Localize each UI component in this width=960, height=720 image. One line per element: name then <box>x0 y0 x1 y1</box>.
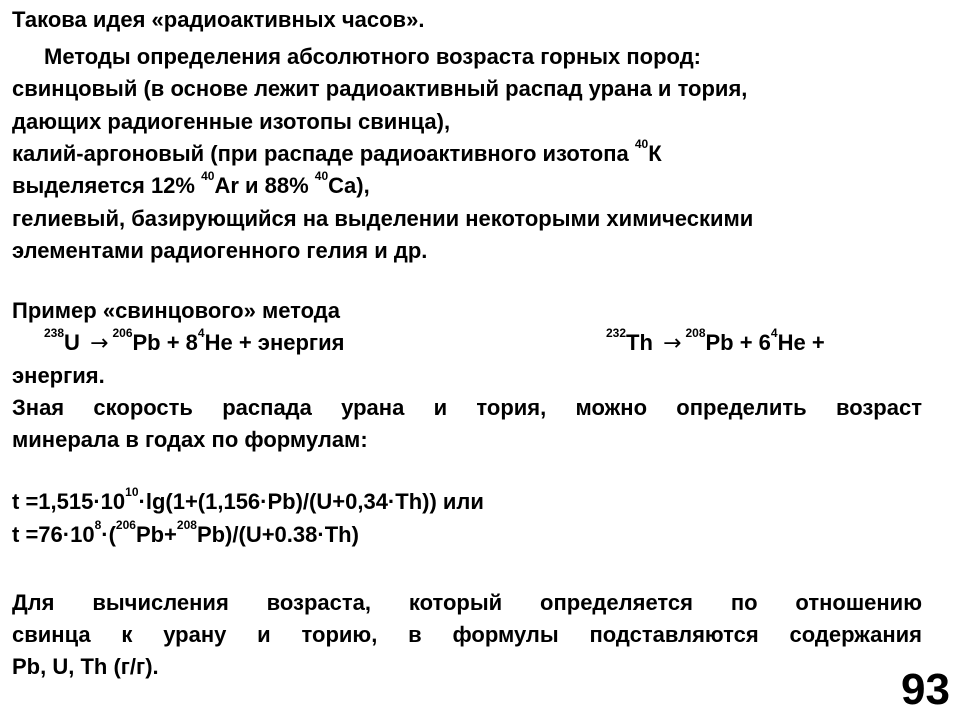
example-heading: Пример «свинцового» метода <box>12 298 340 323</box>
reaction-uranium <box>44 326 345 356</box>
formula-1 <box>12 485 484 515</box>
arrow-right-icon: → <box>663 331 682 356</box>
th-mass: 232 <box>606 326 627 340</box>
line-6-c: Ar и 88% <box>214 173 315 198</box>
line-5-sup: 40 <box>634 137 649 151</box>
line-8: элементами радиогенного гелия и др. <box>12 238 428 263</box>
line-18: Для вычисления возраста, который определяется по отношению <box>12 590 922 615</box>
line-3: свинцовый (в основе лежит радиоактивный распад урана и тория, <box>12 76 748 101</box>
line-6-sup-2: 40 <box>314 169 329 183</box>
line-19: свинца к урану и торию, в формулы подставляются содержания <box>12 622 922 647</box>
line-15: минерала в годах по формулам: <box>12 427 368 452</box>
th-symbol: Th <box>626 330 660 355</box>
formula-2-d: Pb)/(U+0.38·Th) <box>196 522 359 547</box>
arrow-right-icon: → <box>90 331 109 356</box>
formula-2-c: Pb+ <box>135 522 177 547</box>
formula-2-pb208: 208 <box>176 518 197 532</box>
line-5 <box>12 137 662 167</box>
u-symbol: U <box>64 330 87 355</box>
reaction-thorium <box>606 326 825 356</box>
line-4: дающих радиогенные изотопы свинца), <box>12 109 451 134</box>
he-mass: 4 <box>197 326 205 340</box>
formula-1-b: ·lg(1+(1,156·Pb)/(U+0,34·Th)) или <box>138 489 484 514</box>
formula-2 <box>12 518 359 548</box>
line-14: Зная скорость распада урана и тория, можно определить возраст <box>12 395 922 420</box>
formula-1-a: t =1,515·10 <box>12 489 126 514</box>
line-5-end: К <box>648 141 662 166</box>
line-7: гелиевый, базирующийся на выделении некоторыми химическими <box>12 206 754 231</box>
he-term: He + <box>777 330 825 355</box>
u-mass: 238 <box>44 326 65 340</box>
line-6-a: выделяется 12% <box>12 173 202 198</box>
line-6 <box>12 169 370 199</box>
formula-2-b: ·( <box>101 522 116 547</box>
line-1: Такова идея «радиоактивных часов». <box>12 7 425 32</box>
he-mass: 4 <box>770 326 778 340</box>
formula-2-a: t =76·10 <box>12 522 95 547</box>
reaction-thorium-continued: энергия. <box>12 363 105 388</box>
line-5-text: калий-аргоновый (при распаде радиоактивного изотопа <box>12 141 635 166</box>
line-6-e: Ca), <box>328 173 370 198</box>
pb-term: Pb + 8 <box>132 330 198 355</box>
page-number: 93 <box>901 665 950 714</box>
he-term: He + энергия <box>204 330 345 355</box>
line-6-sup-1: 40 <box>201 169 215 183</box>
line-2: Методы определения абсолютного возраста горных пород: <box>44 44 701 69</box>
line-20: Pb, U, Th (г/г). <box>12 654 159 679</box>
formula-2-pb206: 206 <box>115 518 136 532</box>
pb208-mass: 208 <box>685 326 706 340</box>
formula-2-exp: 8 <box>94 518 102 532</box>
pb-term: Pb + 6 <box>705 330 771 355</box>
pb206-mass: 206 <box>112 326 133 340</box>
formula-1-exp: 10 <box>125 485 139 499</box>
